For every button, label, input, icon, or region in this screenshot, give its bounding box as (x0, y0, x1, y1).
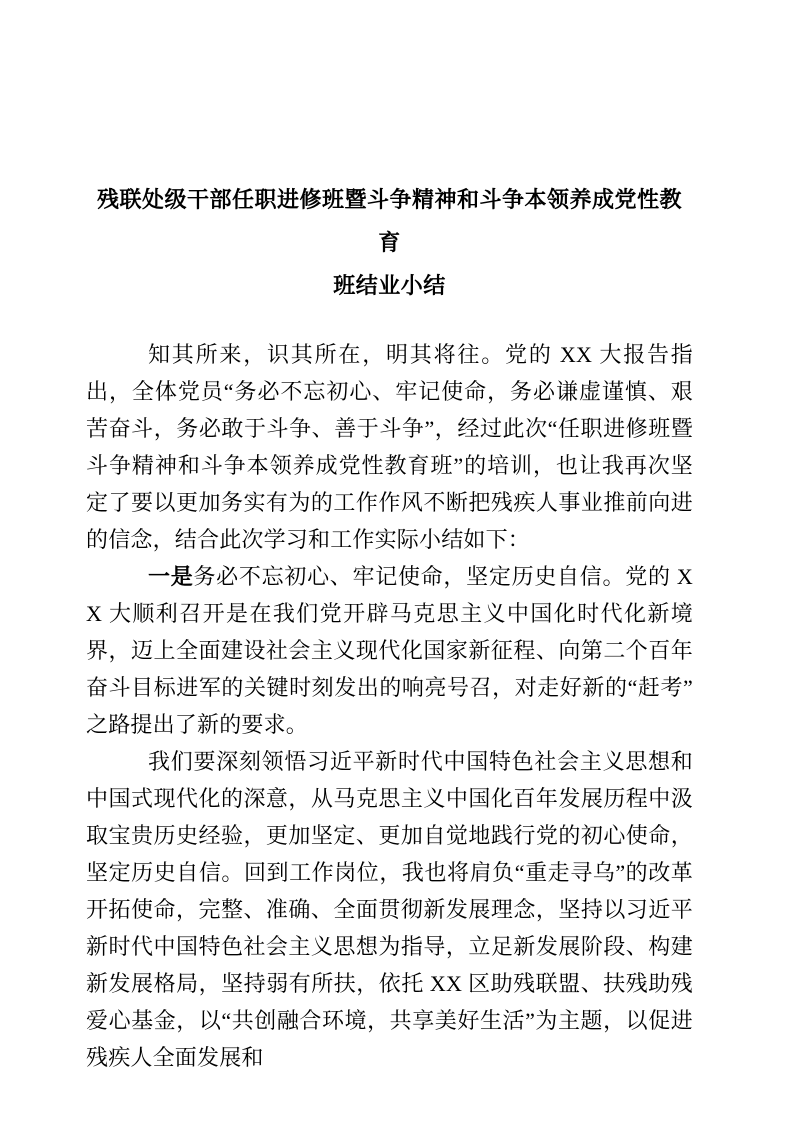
document-title-line-2: 班结业小结 (333, 272, 446, 298)
paragraph-intro (86, 336, 693, 558)
document-title (86, 178, 693, 307)
paragraph-point-one (86, 558, 693, 743)
paragraph-point-one-text: 务必不忘初心、牢记使命，坚定历史自信。党的 XX 大顺利召开是在我们党开辟马克思主义中国化时代化新境界，迈上全面建设社会主义现代化国家新征程、向第二个百年奋斗目标进军的关键时刻发出的响亮号召，对走好新的“赶考”之路提出了新的要求。 (86, 563, 693, 737)
document-body (86, 336, 693, 1076)
paragraph-point-one-lead: 一是 (148, 563, 194, 589)
paragraph-elaboration (86, 743, 693, 1076)
paragraph-elaboration-text: 我们要深刻领悟习近平新时代中国特色社会主义思想和中国式现代化的深意，从马克思主义中国化百年发展历程中汲取宝贵历史经验，更加坚定、更加自觉地践行党的初心使命，坚定历史自信。回到工作岗位，我也将肩负“重走寻乌”的改革开拓使命，完整、准确、全面贯彻新发展理念，坚持以习近平新时代中国特色社会主义思想为指导，立足新发展阶段、构建新发展格局，坚持弱有所扶，依托 XX 区助残联盟、扶残助残爱心基金，以“共创融合环境，共享美好生活”为主题，以促进残疾人全面发展和 (86, 748, 693, 1070)
paragraph-intro-text: 知其所来，识其所在，明其将往。党的 XX 大报告指出，全体党员“务必不忘初心、牢记使命，务必谦虚谨慎、艰苦奋斗，务必敢于斗争、善于斗争”，经过此次“任职进修班暨斗争精神和斗争本领养成党性教育班”的培训，也让我再次坚定了要以更加务实有为的工作作风不断把残疾人事业推前向进的信念，结合此次学习和工作实际小结如下： (86, 341, 693, 552)
document-title-line-1: 残联处级干部任职进修班暨斗争精神和斗争本领养成党性教育 (96, 186, 682, 255)
